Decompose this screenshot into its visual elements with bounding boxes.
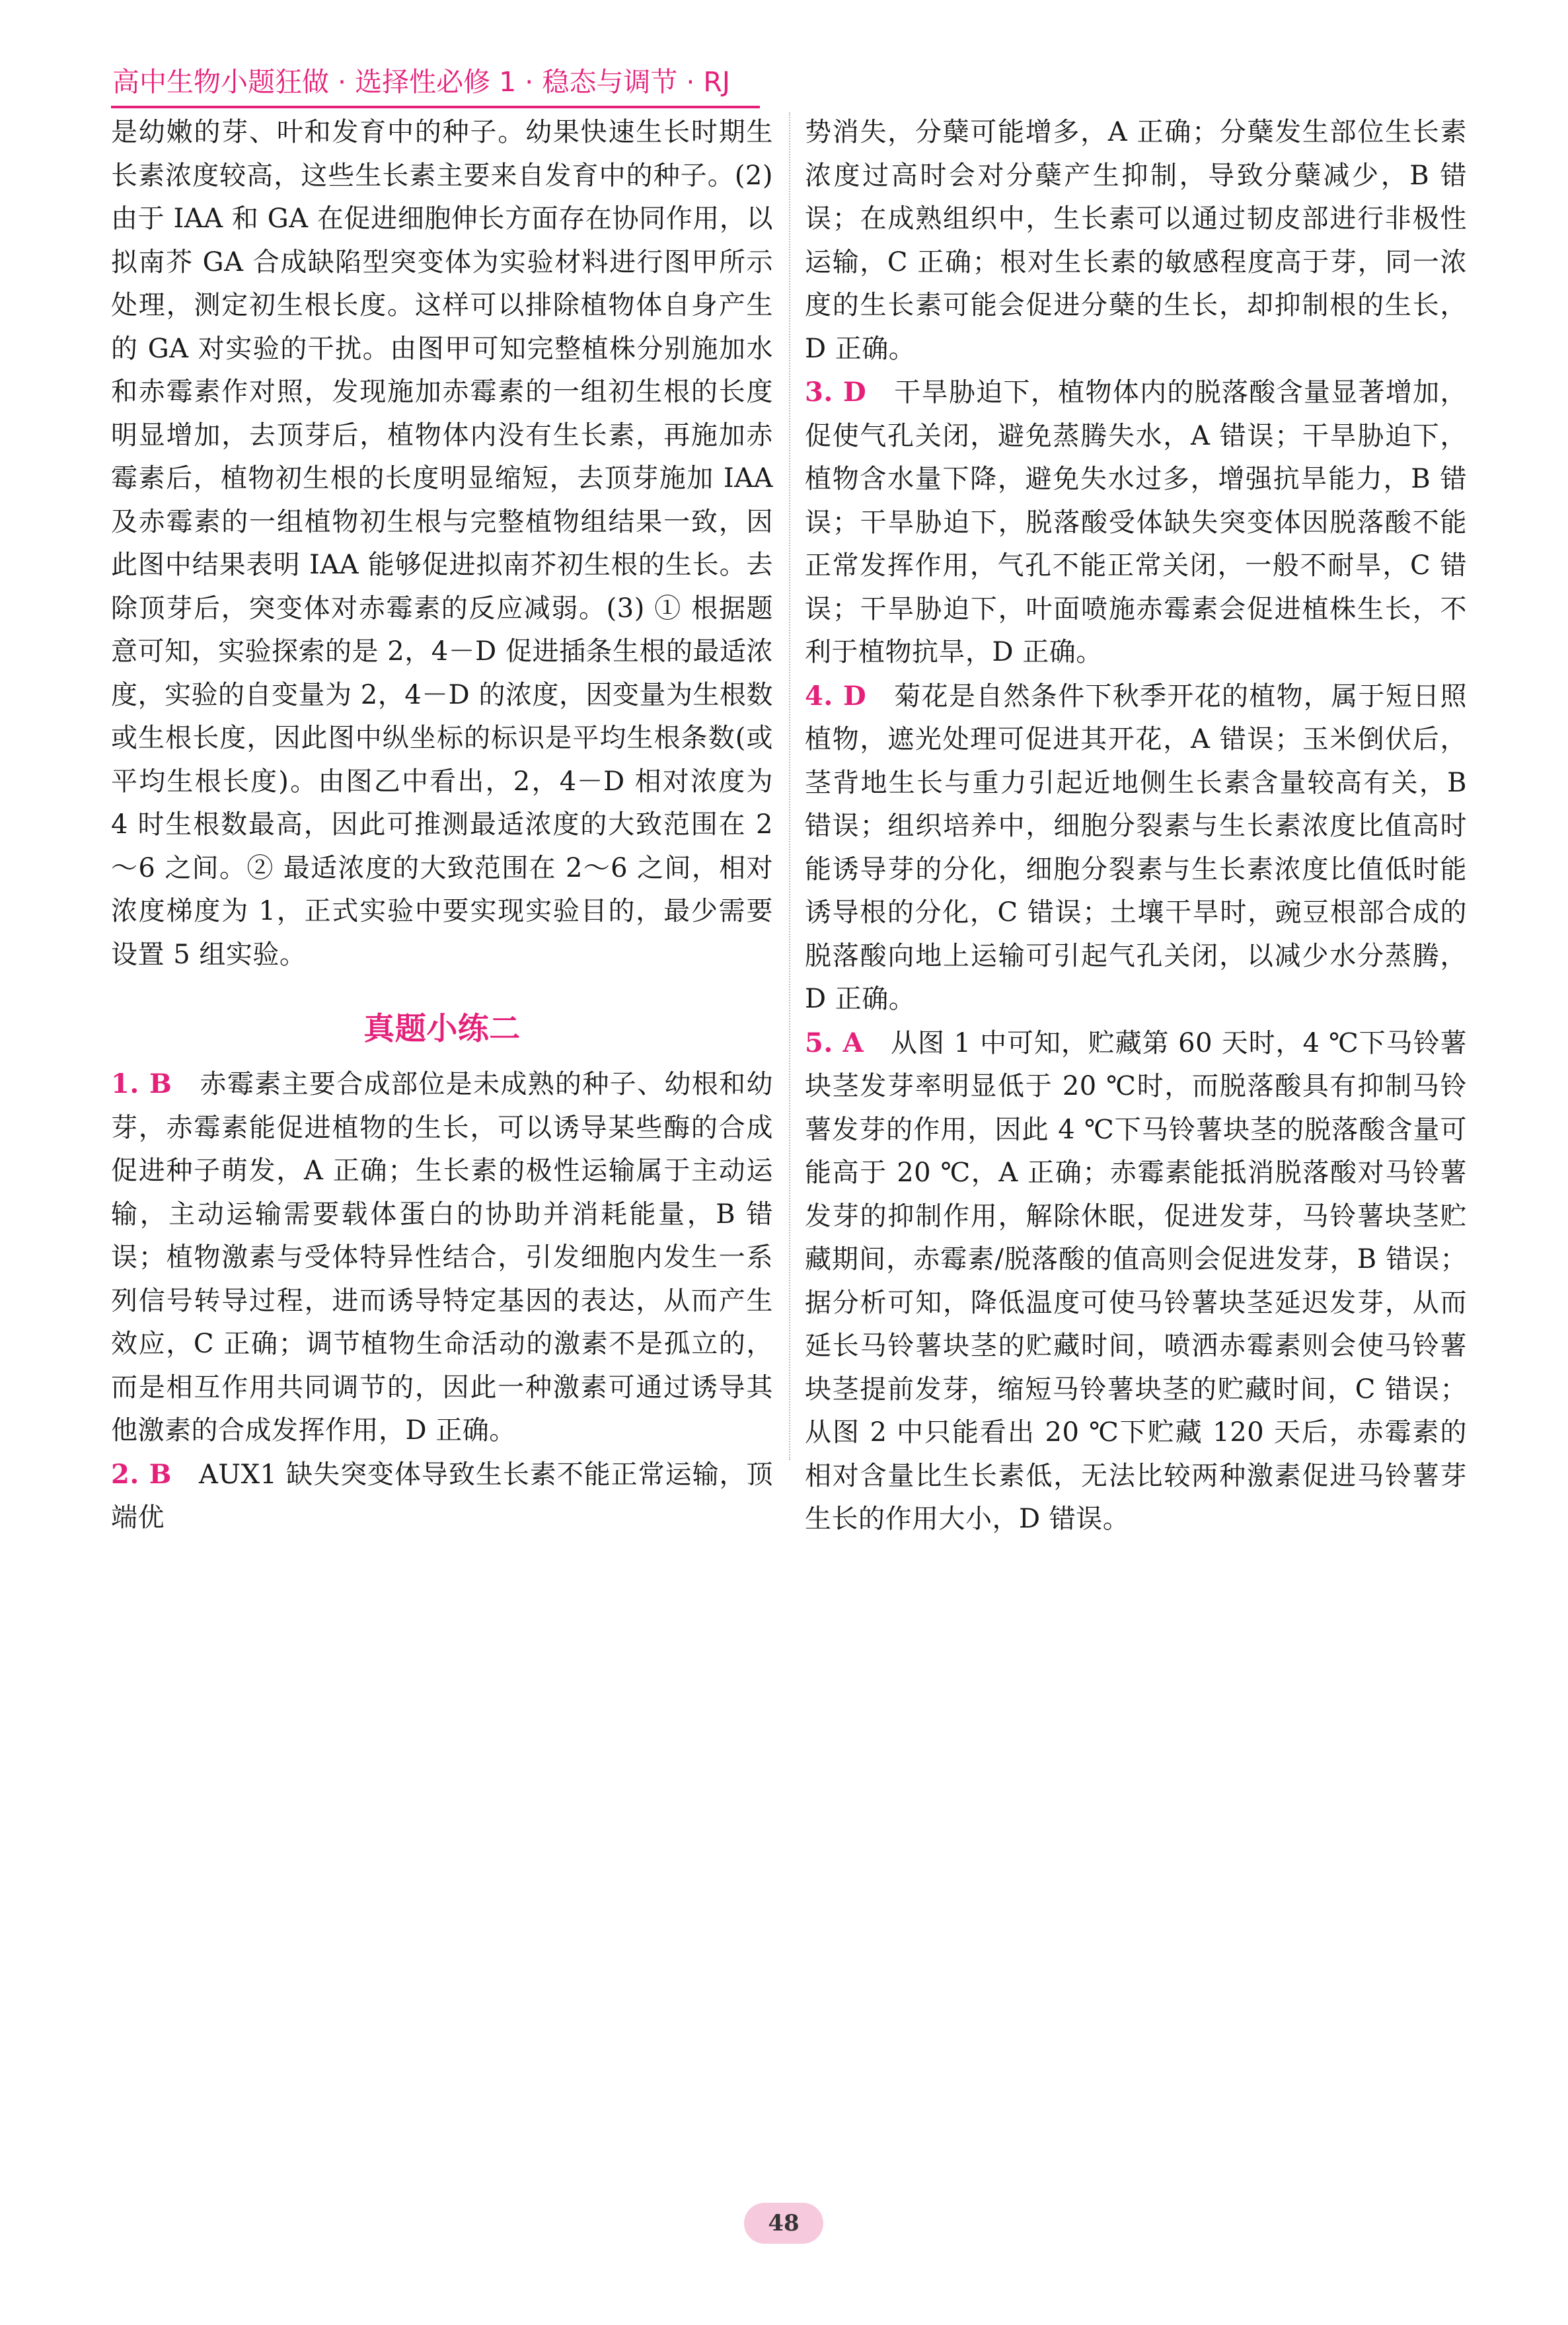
answer-item xyxy=(111,1062,773,1453)
answer-number: 4. D xyxy=(805,680,867,712)
section-title: 真题小练二 xyxy=(363,1011,521,1047)
answer-number: 3. D xyxy=(805,377,867,408)
column-divider xyxy=(789,112,790,1460)
answer-number: 5. A xyxy=(805,1027,864,1058)
right-column xyxy=(805,111,1467,1541)
intro-paragraph: 是幼嫩的芽、叶和发育中的种子。幼果快速生长时期生长素浓度较高，这些生长素主要来自发育中的种子。(2) 由于 IAA 和 GA 在促进细胞伸长方面存在协同作用，以拟南芥 GA 合成缺陷型突变体为实验材料进行图甲所示处理，测定初生根长度。这样可以排除植物体自身产生的 GA 对实验的干扰。由图甲可知完整植株分别施加水和赤霉素作对照，发现施加赤霉素的一组初生根的长度明显增加，去顶芽后，植物体内没有生长素，再施加赤霉素后，植物初生根的长度明显缩短，去顶芽施加 IAA 及赤霉素的一组植物初生根与完整植物组结果一致，因此图中结果表明 IAA 能够促进拟南芥初生根的生长。去除顶芽后，突变体对赤霉素的反应减弱。(3) ① 根据题意可知，实验探索的是 2，4－D 促进插条生根的最适浓度，实验的自变量为 2，4－D 的浓度，因变量为生根数或生根长度，因此图中纵坐标的标识是平均生根条数(或平均生根长度)。由图乙中看出，2，4－D 相对浓度为 4 时生根数最高，因此可推测最适浓度的大致范围在 2～6 之间。② 最适浓度的大致范围在 2～6 之间，相对浓度梯度为 1，正式实验中要实现实验目的，最少需要设置 5 组实验。 xyxy=(111,117,773,970)
answer-item xyxy=(805,371,1467,675)
header-rule xyxy=(111,106,760,108)
answer-number: 1. B xyxy=(111,1068,172,1099)
answer-number: 2. B xyxy=(111,1458,172,1490)
running-header: 高中生物小题狂做 · 选择性必修 1 · 稳态与调节 · RJ xyxy=(112,66,730,98)
answer-item xyxy=(805,675,1467,1021)
answer-item xyxy=(111,1453,773,1540)
continuation-paragraph: 势消失，分蘖可能增多，A 正确；分蘖发生部位生长素浓度过高时会对分蘖产生抑制，导致分蘖减少，B 错误；在成熟组织中，生长素可以通过韧皮部进行非极性运输，C 正确；根对生长素的敏感程度高于芽，同一浓度的生长素可能会促进分蘖的生长，却抑制根的生长，D 正确。 xyxy=(805,117,1467,364)
answer-text: 从图 1 中可知，贮藏第 60 天时，4 ℃下马铃薯块茎发芽率明显低于 20 ℃时，而脱落酸具有抑制马铃薯发芽的作用，因此 4 ℃下马铃薯块茎的脱落酸含量可能高于 20 ℃，A 正确；赤霉素能抵消脱落酸对马铃薯发芽的抑制作用，解除休眠，促进发芽，马铃薯块茎贮藏期间，赤霉素/脱落酸的值高则会促进发芽，B 错误；据分析可知，降低温度可使马铃薯块茎延迟发芽，从而延长马铃薯块茎的贮藏时间，喷洒赤霉素则会使马铃薯块茎提前发芽，缩短马铃薯块茎的贮藏时间，C 错误；从图 2 中只能看出 20 ℃下贮藏 120 天后，赤霉素的相对含量比生长素低，无法比较两种激素促进马铃薯芽生长的作用大小，D 错误。 xyxy=(805,1027,1467,1534)
answer-text: AUX1 缺失突变体导致生长素不能正常运输，顶端优 xyxy=(111,1459,773,1533)
answer-text: 干旱胁迫下，植物体内的脱落酸含量显著增加，促使气孔关闭，避免蒸腾失水，A 错误；干旱胁迫下，植物含水量下降，避免失水过多，增强抗旱能力，B 错误；干旱胁迫下，脱落酸受体缺失突变体因脱落酸不能正常发挥作用，气孔不能正常关闭，一般不耐旱，C 错误；干旱胁迫下，叶面喷施赤霉素会促进植株生长，不利于植物抗旱，D 正确。 xyxy=(805,377,1467,667)
answer-text: 赤霉素主要合成部位是未成熟的种子、幼根和幼芽，赤霉素能促进植物的生长，可以诱导某些酶的合成促进种子萌发，A 正确；生长素的极性运输属于主动运输，主动运输需要载体蛋白的协助并消耗能量，B 错误；植物激素与受体特异性结合，引发细胞内发生一系列信号转导过程，进而诱导特定基因的表达，从而产生效应，C 正确；调节植物生命活动的激素不是孤立的，而是相互作用共同调节的，因此一种激素可通过诱导其他激素的合成发挥作用，D 正确。 xyxy=(111,1069,773,1446)
page-number: 48 xyxy=(744,2203,823,2244)
left-column xyxy=(111,111,773,1540)
answer-text: 菊花是自然条件下秋季开花的植物，属于短日照植物，遮光处理可促进其开花，A 错误；玉米倒伏后，茎背地生长与重力引起近地侧生长素含量较高有关，B 错误；组织培养中，细胞分裂素与生长素浓度比值高时能诱导芽的分化，细胞分裂素与生长素浓度比值低时能诱导根的分化，C 错误；土壤干旱时，豌豆根部合成的脱落酸向地上运输可引起气孔关闭，以减少水分蒸腾，D 正确。 xyxy=(805,681,1467,1014)
answer-item xyxy=(805,1021,1467,1541)
